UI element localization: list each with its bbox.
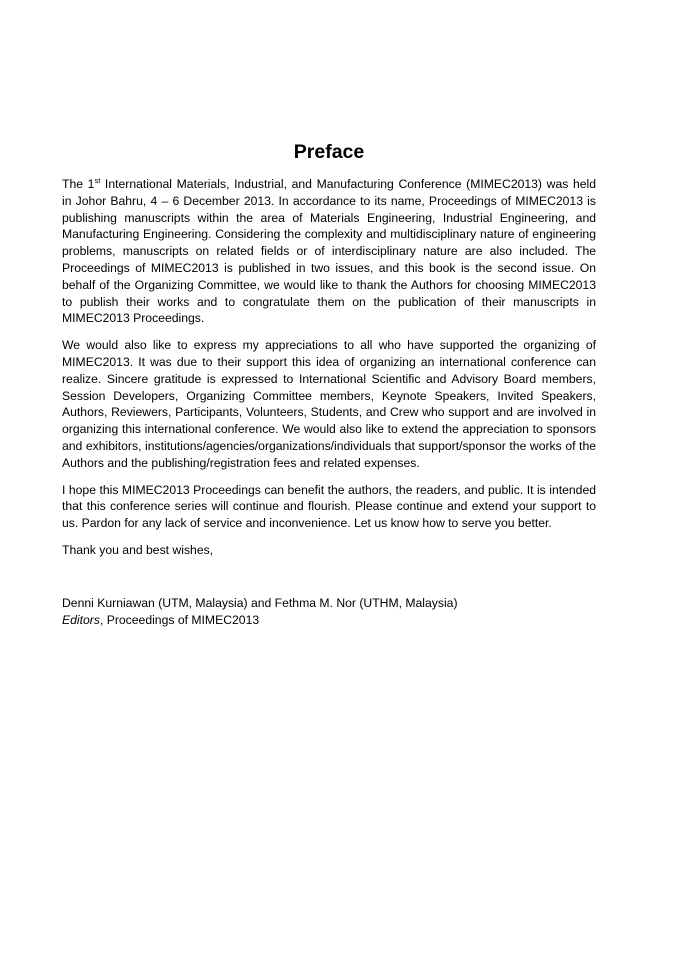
role-rest: , Proceedings of MIMEC2013 — [99, 612, 260, 627]
intro-text: International Materials, Industrial, and Manufacturing Conference (MIMEC2013) was held in Johor Bahru, 4 – 6 December 2013. In accordance to its name, Proceedings of MIMEC2013 is publishing manuscripts within the area of Materials Engineering, Industrial Engineering, and Manufacturing Engineering. Considering the complexity and multidisciplinary nature of engineering problems, manuscripts on related fields or of interdisciplinary nature are also included. The Proceedings of MIMEC2013 is published in two issues, and this book is the second issue. On behalf of the Organizing Committee, we would like to thank the Authors for choosing MIMEC2013 to publish their works and to congratulate them on the publication of their manuscripts in MIMEC2013 Proceedings. — [62, 177, 597, 326]
ordinal-superscript: st — [94, 175, 101, 185]
role-label: Editors — [62, 612, 100, 627]
intro-prefix: The 1 — [62, 177, 95, 191]
paragraph-hope: I hope this MIMEC2013 Proceedings can benefit the authors, the readers, and public. It is intended that this conference series will continue and flourish. Please continue and extend your support to us. Pardon for any lack of service and inconvenience. Let us know how to serve you better. — [62, 482, 596, 531]
closing-line: Thank you and best wishes, — [62, 542, 214, 557]
page-title: Preface — [293, 141, 365, 163]
preface-page — [62, 140, 596, 628]
paragraph-intro — [62, 176, 596, 327]
editors-names: Denni Kurniawan (UTM, Malaysia) and Fethma M. Nor (UTHM, Malaysia) — [62, 595, 458, 610]
editors-role — [62, 612, 596, 629]
signature-block — [62, 595, 596, 629]
paragraph-appreciation: We would also like to express my appreciations to all who have supported the organizing of MIMEC2013. It was due to their support this idea of organizing an international conference can realize. Sincere gratitude is expressed to International Scientific and Advisory Board members, Session Developers, Organizing Committee members, Keynote Speakers, Invited Speakers, Authors, Reviewers, Participants, Volunteers, Students, and Crew who support and are involved in organizing this international conference. We would also like to extend the appreciation to sponsors and exhibitors, institutions/agencies/organizations/individuals that support/sponsor the works of the Authors and the publishing/registration fees and related expenses. — [62, 338, 596, 470]
